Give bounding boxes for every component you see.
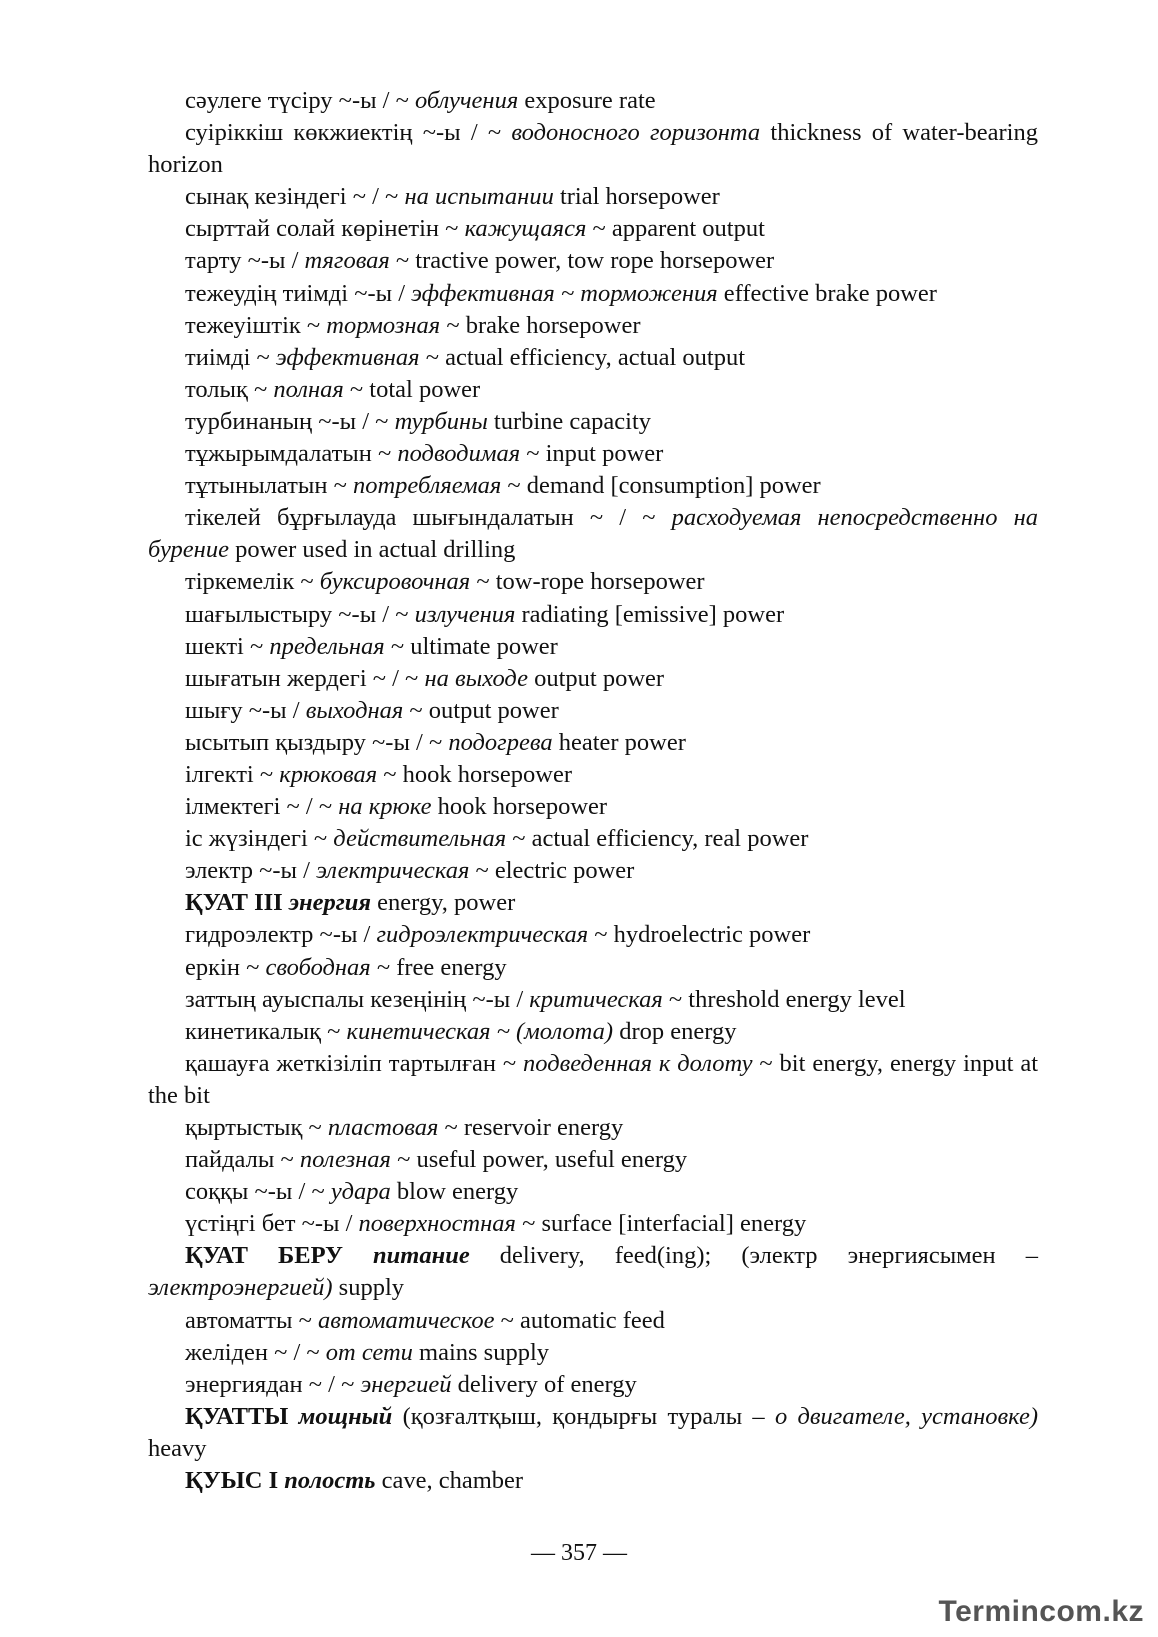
dictionary-entry bbox=[148, 1337, 1038, 1369]
russian-term: буксировочная bbox=[319, 568, 471, 596]
dictionary-page-body bbox=[148, 85, 1038, 1497]
entry-text: заттың ауыспалы кезеңінің ~-ы / bbox=[185, 985, 530, 1013]
dictionary-entry bbox=[148, 117, 1038, 181]
dictionary-entry bbox=[148, 631, 1038, 663]
russian-term: водоносного горизонта bbox=[511, 119, 761, 147]
entry-text: turbine capacity bbox=[487, 407, 652, 435]
headword-russian: мощный bbox=[298, 1402, 393, 1430]
entry-text: үстіңгі бет ~-ы / bbox=[185, 1210, 359, 1238]
entry-text: heater power bbox=[552, 728, 686, 756]
dictionary-entry bbox=[148, 85, 1038, 117]
dictionary-entry bbox=[148, 1240, 1038, 1304]
entry-text: ~ hook horsepower bbox=[377, 760, 573, 788]
russian-term: облучения bbox=[415, 87, 519, 114]
entry-text: effective brake power bbox=[717, 279, 937, 307]
russian-term: электроэнергией) bbox=[148, 1274, 333, 1302]
dictionary-entry bbox=[148, 310, 1038, 342]
entry-text: шекті ~ bbox=[185, 632, 270, 660]
entry-text: гидроэлектр ~-ы / bbox=[185, 921, 377, 949]
entry-text: суіріккіш көкжиектің ~-ы / ~ bbox=[185, 119, 512, 147]
dictionary-entry bbox=[148, 759, 1038, 791]
entry-text: ~ input power bbox=[520, 440, 664, 468]
entry-text: hook horsepower bbox=[431, 793, 608, 821]
entry-text: ~ ultimate power bbox=[384, 632, 558, 660]
russian-term: кажущаяся bbox=[464, 215, 587, 243]
entry-text: radiating [emissive] power bbox=[515, 600, 785, 628]
dictionary-entry bbox=[148, 245, 1038, 277]
entry-text: ілгекті ~ bbox=[185, 760, 280, 788]
entry-text: шағылыстыру ~-ы / ~ bbox=[185, 600, 415, 628]
headword: ҚУАТТЫ bbox=[185, 1402, 289, 1430]
dictionary-entry bbox=[148, 919, 1038, 951]
entry-text: ысытып қыздыру ~-ы / ~ bbox=[185, 728, 449, 756]
russian-term: автоматическое bbox=[317, 1306, 495, 1334]
entry-text: ~ brake horsepower bbox=[440, 311, 641, 339]
russian-term: турбины bbox=[394, 407, 488, 435]
entry-text: автоматты ~ bbox=[185, 1306, 318, 1334]
entry-text: тікелей бұрғылауда шығындалатын ~ / ~ bbox=[185, 504, 672, 532]
entry-text: ~ threshold energy level bbox=[662, 985, 906, 1013]
entry-text: delivery of energy bbox=[451, 1370, 637, 1398]
dictionary-entry bbox=[148, 438, 1038, 470]
entry-text: ~ free energy bbox=[370, 953, 507, 981]
dictionary-entry bbox=[148, 406, 1038, 438]
headword: ҚУАТ БЕРУ bbox=[185, 1242, 343, 1270]
entry-text: турбинаның ~-ы / ~ bbox=[185, 407, 395, 435]
entry-text: ~ surface [interfacial] energy bbox=[515, 1210, 807, 1238]
entry-text: trial horsepower bbox=[553, 183, 720, 211]
entry-text: тиімді ~ bbox=[185, 343, 276, 371]
russian-term: электрическая bbox=[316, 857, 470, 885]
entry-text: тұтынылатын ~ bbox=[185, 472, 353, 500]
entry-text: ~ electric power bbox=[469, 857, 635, 885]
russian-term: подведенная к долоту bbox=[523, 1049, 753, 1077]
entry-text: іс жүзіндегі ~ bbox=[185, 825, 334, 853]
entry-text: ~ demand [consumption] power bbox=[501, 472, 821, 500]
dictionary-entry bbox=[148, 984, 1038, 1016]
russian-term: потребляемая bbox=[352, 472, 502, 500]
dictionary-entry bbox=[148, 213, 1038, 245]
dictionary-entry bbox=[148, 887, 1038, 919]
entry-text: энергиядан ~ / ~ bbox=[185, 1370, 361, 1398]
russian-term: крюковая bbox=[279, 760, 378, 788]
russian-term: о двигателе, установке) bbox=[774, 1402, 1039, 1430]
entry-text: thickness of water-bearing horizon bbox=[148, 119, 1038, 179]
headword: ҚУАТ III bbox=[185, 889, 283, 917]
entry-text: тарту ~-ы / bbox=[185, 247, 305, 275]
dictionary-entry bbox=[148, 1208, 1038, 1240]
entry-text: сынақ кезіндегі ~ / ~ bbox=[185, 183, 405, 211]
russian-term: полезная bbox=[299, 1146, 391, 1174]
russian-term: удара bbox=[330, 1178, 391, 1206]
entry-text: ілмектегі ~ / ~ bbox=[185, 793, 339, 821]
entry-text: ~ tow-rope horsepower bbox=[470, 568, 705, 596]
entry-text: power used in actual drilling bbox=[228, 536, 516, 564]
russian-term: на выходе bbox=[424, 664, 528, 692]
entry-text: ~ apparent output bbox=[586, 215, 765, 243]
headword: ҚУЫС I bbox=[185, 1467, 279, 1495]
russian-term: тяговая bbox=[304, 247, 390, 275]
headword-russian: полость bbox=[284, 1467, 376, 1495]
entry-text: ~ useful power, useful energy bbox=[390, 1146, 688, 1174]
dictionary-entry bbox=[148, 502, 1038, 566]
russian-term: подводимая bbox=[397, 440, 521, 468]
entry-text: ~ automatic feed bbox=[494, 1306, 665, 1334]
entry-text: ~ reservoir energy bbox=[438, 1114, 624, 1141]
dictionary-entry bbox=[148, 470, 1038, 502]
entry-text: ~ total power bbox=[343, 375, 481, 403]
dictionary-entry bbox=[148, 1048, 1038, 1112]
entry-text: электр ~-ы / bbox=[185, 857, 317, 885]
russian-term: пластовая bbox=[327, 1114, 439, 1141]
russian-term: подогрева bbox=[448, 728, 553, 756]
russian-term: предельная bbox=[269, 632, 385, 660]
dictionary-entry bbox=[148, 181, 1038, 213]
entry-text: heavy bbox=[148, 1434, 207, 1462]
entry-text: қашауға жеткізіліп тартылған ~ bbox=[185, 1049, 524, 1077]
site-watermark-logo bbox=[939, 1595, 1145, 1629]
russian-term: тормозная bbox=[326, 311, 441, 339]
entry-text: drop energy bbox=[613, 1017, 737, 1045]
dictionary-entry bbox=[148, 1016, 1038, 1048]
entry-text: (қозғалтқыш, қондырғы туралы – bbox=[392, 1402, 775, 1430]
entry-text: energy, power bbox=[371, 889, 516, 917]
dictionary-entry bbox=[148, 823, 1038, 855]
russian-term: эффективная bbox=[275, 343, 420, 371]
dictionary-entry bbox=[148, 1305, 1038, 1337]
russian-term: кинетическая ~ (молота) bbox=[346, 1017, 614, 1045]
entry-text bbox=[288, 1403, 298, 1430]
dictionary-entry bbox=[148, 727, 1038, 759]
russian-term: на испытании bbox=[404, 183, 554, 211]
watermark-text: Termincom.kz bbox=[938, 1595, 1144, 1628]
russian-term: поверхностная bbox=[358, 1210, 516, 1238]
entry-text: ~ bit energy, energy input at the bit bbox=[148, 1049, 1039, 1109]
entry-text: blow energy bbox=[390, 1178, 519, 1206]
page-number: — 357 — bbox=[531, 1540, 627, 1566]
russian-term: действительная bbox=[333, 825, 507, 853]
entry-text: сәулеге түсіру ~-ы / ~ bbox=[185, 87, 415, 114]
russian-term: энергией bbox=[360, 1370, 452, 1398]
entry-text: шығатын жердегі ~ / ~ bbox=[185, 664, 425, 692]
dictionary-entry bbox=[148, 374, 1038, 406]
dictionary-entry bbox=[148, 855, 1038, 887]
entry-text: сырттай солай көрінетін ~ bbox=[185, 215, 465, 243]
entry-text: соққы ~-ы / ~ bbox=[185, 1178, 331, 1206]
headword-russian: энергия bbox=[288, 889, 371, 917]
russian-term: полная bbox=[273, 375, 344, 403]
russian-term: эффективная ~ торможения bbox=[411, 279, 718, 307]
entry-text: supply bbox=[332, 1274, 405, 1302]
entry-text: тежеуіштік ~ bbox=[185, 311, 327, 339]
dictionary-entry bbox=[148, 952, 1038, 984]
dictionary-entry bbox=[148, 1465, 1038, 1497]
dictionary-entry bbox=[148, 695, 1038, 727]
dictionary-entry bbox=[148, 278, 1038, 310]
entry-text: cave, chamber bbox=[375, 1467, 524, 1495]
russian-term: свободная bbox=[265, 953, 371, 981]
entry-text: exposure rate bbox=[518, 87, 656, 114]
russian-term: гидроэлектрическая bbox=[376, 921, 589, 949]
entry-text: ~ actual efficiency, actual output bbox=[419, 343, 746, 371]
russian-term: на крюке bbox=[338, 793, 432, 821]
entry-text: еркін ~ bbox=[185, 953, 266, 981]
dictionary-entry bbox=[148, 1144, 1038, 1176]
entry-text: delivery, feed(ing); (электр энергиясымен – bbox=[469, 1242, 1038, 1270]
entry-text: толық ~ bbox=[185, 375, 274, 403]
entry-text: желіден ~ / ~ bbox=[185, 1338, 326, 1366]
entry-text: қыртыстық ~ bbox=[185, 1114, 328, 1141]
dictionary-entry bbox=[148, 566, 1038, 598]
entry-text: кинетикалық ~ bbox=[185, 1017, 347, 1045]
dictionary-entry bbox=[148, 663, 1038, 695]
entry-text: ~ tractive power, tow rope horsepower bbox=[389, 247, 775, 275]
entry-text: ~ actual efficiency, real power bbox=[506, 825, 809, 853]
entry-text: mains supply bbox=[412, 1338, 550, 1366]
dictionary-entry bbox=[148, 1401, 1038, 1465]
entry-text: шығу ~-ы / bbox=[185, 696, 306, 724]
dictionary-entry bbox=[148, 599, 1038, 631]
entry-text: пайдалы ~ bbox=[185, 1146, 300, 1174]
entry-text: тежеудің тиімді ~-ы / bbox=[185, 279, 412, 307]
dictionary-entry bbox=[148, 1176, 1038, 1208]
headword-russian: питание bbox=[373, 1242, 470, 1270]
dictionary-entry bbox=[148, 1112, 1038, 1144]
entry-text bbox=[343, 1242, 373, 1269]
entry-text: ~ output power bbox=[403, 696, 559, 724]
russian-term: расходуемая непосредственно на бурение bbox=[148, 504, 1039, 564]
entry-text: ~ hydroelectric power bbox=[588, 921, 811, 949]
russian-term: критическая bbox=[529, 985, 663, 1013]
russian-term: выходная bbox=[305, 696, 404, 724]
russian-term: от сети bbox=[325, 1338, 413, 1366]
dictionary-entry bbox=[148, 1369, 1038, 1401]
entry-text: тіркемелік ~ bbox=[185, 568, 320, 596]
russian-term: излучения bbox=[414, 600, 516, 628]
entry-text: тұжырымдалатын ~ bbox=[185, 440, 398, 468]
dictionary-entry bbox=[148, 791, 1038, 823]
dictionary-entry bbox=[148, 342, 1038, 374]
entry-text: output power bbox=[527, 664, 665, 692]
